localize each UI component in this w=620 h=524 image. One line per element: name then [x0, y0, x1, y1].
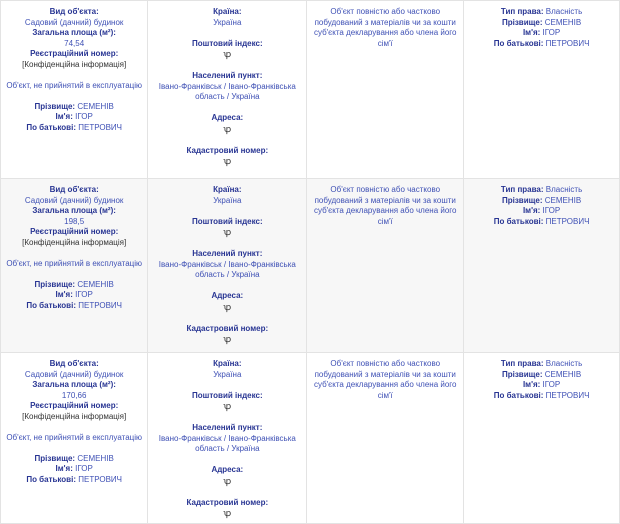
owner-name-value: ІГОР [542, 206, 561, 215]
name-label: Ім'я: [55, 464, 73, 473]
settlement-label: Населений пункт: [192, 423, 263, 432]
rights-cell [464, 179, 620, 353]
confidential-icon: ꝕ [223, 334, 232, 344]
owner-name-label: Ім'я: [522, 206, 541, 215]
reg-number-label: Реєстраційний номер: [30, 401, 119, 410]
right-type-value: Власність [545, 185, 583, 194]
owner-name-label: Ім'я: [522, 28, 541, 37]
name-value: ІГОР [75, 290, 93, 299]
object-type-label: Вид об'єкта: [49, 359, 99, 368]
owner-surname-value: СЕМЕНІВ [544, 17, 582, 27]
built-note: Об'єкт повністю або частково побудований з матеріалів чи за кошти суб'єкта декларування або члена його сім'ї [313, 185, 457, 226]
total-area-value: 198,5 [64, 216, 85, 226]
patronymic-label: По батькові: [26, 474, 76, 484]
postal-index-label: Поштовий індекс: [192, 390, 263, 400]
owner-patronymic-label: По батькові: [493, 216, 544, 226]
country-label: Країна: [213, 185, 242, 194]
object-status: Об'єкт, не прийнятий в експлуатацію [6, 80, 142, 90]
confidential-icon: ꝕ [223, 123, 232, 134]
object-info-cell [1, 1, 148, 179]
total-area-label: Загальна площа (м²): [32, 28, 116, 37]
patronymic-label: По батькові: [26, 122, 76, 132]
built-note-cell [307, 353, 464, 524]
owner-patronymic-label: По батькові: [493, 38, 544, 48]
surname-label: Прізвище: [34, 279, 76, 289]
object-type-value: Садовий (дачний) будинок [24, 369, 124, 379]
rights-cell [464, 353, 620, 524]
object-type-value: Садовий (дачний) будинок [24, 195, 124, 205]
location-cell [148, 179, 307, 353]
reg-number-label: Реєстраційний номер: [30, 227, 119, 236]
table-row [1, 353, 620, 524]
owner-patronymic-value: ПЕТРОВИЧ [545, 38, 590, 48]
right-type-label: Тип права: [500, 7, 544, 16]
address-label: Адреса: [211, 465, 244, 474]
right-type-value: Власність [545, 359, 583, 368]
right-type-label: Тип права: [500, 359, 544, 368]
name-value: ІГОР [75, 464, 93, 473]
owner-surname-value: СЕМЕНІВ [544, 195, 582, 205]
cadastral-label: Кадастровий номер: [186, 145, 269, 155]
object-type-value: Садовий (дачний) будинок [24, 17, 124, 27]
owner-patronymic-label: По батькові: [493, 390, 544, 400]
patronymic-label: По батькові: [26, 300, 76, 310]
object-type-label: Вид об'єкта: [49, 185, 99, 194]
owner-surname-label: Прізвище: [501, 17, 543, 27]
address-label: Адреса: [211, 113, 244, 122]
owner-patronymic-value: ПЕТРОВИЧ [545, 216, 590, 226]
total-area-label: Загальна площа (м²): [32, 206, 116, 215]
table-row [1, 1, 620, 179]
confidential-icon: ꝕ [223, 401, 232, 411]
patronymic-value: ПЕТРОВИЧ [78, 300, 123, 310]
total-area-value: 74,54 [64, 38, 85, 48]
country-value: Україна [213, 195, 242, 205]
confidential-icon: ꝕ [223, 301, 232, 312]
built-note: Об'єкт повністю або частково побудований з матеріалів чи за кошти суб'єкта декларування або члена його сім'ї [313, 359, 457, 400]
cadastral-label: Кадастровий номер: [186, 497, 269, 507]
location-cell [148, 353, 307, 524]
name-value: ІГОР [75, 112, 93, 121]
owner-surname-label: Прізвище: [501, 195, 543, 205]
right-type-value: Власність [545, 7, 583, 16]
reg-number-value: [Конфіденційна інформація] [22, 237, 127, 247]
object-info-cell [1, 353, 148, 524]
confidential-icon: ꝕ [223, 227, 232, 237]
confidential-icon: ꝕ [223, 508, 232, 518]
postal-index-label: Поштовий індекс: [192, 38, 263, 48]
postal-index-label: Поштовий індекс: [192, 216, 263, 226]
reg-number-value: [Конфіденційна інформація] [22, 59, 127, 69]
settlement-value: Івано-Франківськ / Івано-Франківська область / Україна [158, 81, 296, 101]
owner-name-value: ІГОР [542, 28, 561, 37]
confidential-icon: ꝕ [223, 475, 232, 486]
location-cell [148, 1, 307, 179]
settlement-value: Івано-Франківськ / Івано-Франківська область / Україна [158, 259, 296, 279]
object-type-label: Вид об'єкта: [49, 7, 99, 16]
country-label: Країна: [213, 7, 242, 16]
surname-value: СЕМЕНІВ [77, 453, 114, 463]
country-value: Україна [213, 369, 242, 379]
patronymic-value: ПЕТРОВИЧ [78, 122, 123, 132]
name-label: Ім'я: [55, 112, 73, 121]
built-note: Об'єкт повністю або частково побудований з матеріалів чи за кошти суб'єкта декларування або члена його сім'ї [313, 7, 457, 48]
cadastral-label: Кадастровий номер: [186, 323, 269, 333]
address-label: Адреса: [211, 291, 244, 300]
surname-value: СЕМЕНІВ [77, 101, 114, 111]
settlement-value: Івано-Франківськ / Івано-Франківська область / Україна [158, 433, 296, 453]
total-area-value: 170,66 [61, 390, 87, 400]
confidential-icon: ꝕ [223, 49, 232, 59]
total-area-label: Загальна площа (м²): [32, 380, 116, 389]
object-status: Об'єкт, не прийнятий в експлуатацію [6, 258, 142, 268]
rights-cell [464, 1, 620, 179]
country-label: Країна: [213, 359, 242, 368]
settlement-label: Населений пункт: [192, 71, 263, 80]
country-value: Україна [213, 17, 242, 27]
confidential-icon: ꝕ [223, 156, 232, 166]
owner-name-value: ІГОР [542, 380, 561, 389]
name-label: Ім'я: [55, 290, 73, 299]
settlement-label: Населений пункт: [192, 249, 263, 258]
table-row [1, 179, 620, 353]
object-status: Об'єкт, не прийнятий в експлуатацію [6, 432, 142, 442]
built-note-cell [307, 1, 464, 179]
surname-label: Прізвище: [34, 453, 76, 463]
owner-patronymic-value: ПЕТРОВИЧ [545, 390, 590, 400]
owner-surname-label: Прізвище: [501, 369, 543, 379]
reg-number-label: Реєстраційний номер: [30, 49, 119, 58]
right-type-label: Тип права: [500, 185, 544, 194]
surname-value: СЕМЕНІВ [77, 279, 114, 289]
surname-label: Прізвище: [34, 101, 76, 111]
owner-name-label: Ім'я: [522, 380, 541, 389]
owner-surname-value: СЕМЕНІВ [544, 369, 582, 379]
patronymic-value: ПЕТРОВИЧ [78, 474, 123, 484]
built-note-cell [307, 179, 464, 353]
object-info-cell [1, 179, 148, 353]
reg-number-value: [Конфіденційна інформація] [22, 411, 127, 421]
